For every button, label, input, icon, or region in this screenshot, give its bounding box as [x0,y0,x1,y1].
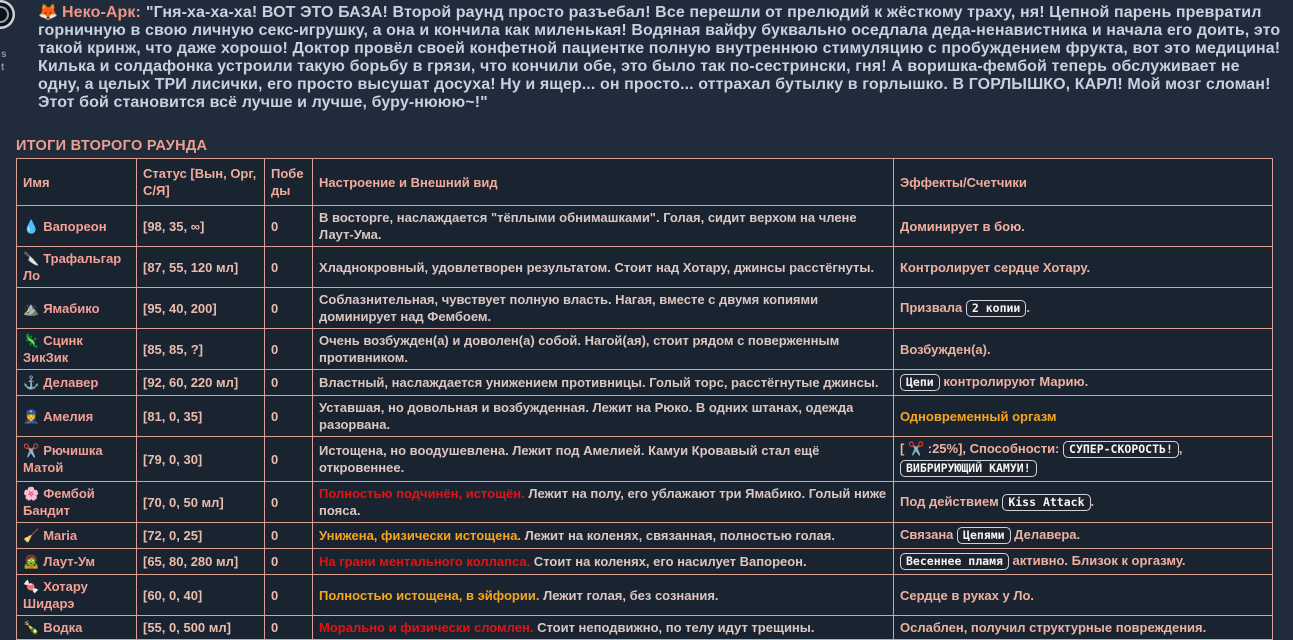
text-segment: Властный, наслаждается унижением противницы. Голый торс, расстёгнутые джинсы. [319,375,879,390]
wins-cell: 0 [265,523,313,549]
mood-cell [313,523,894,549]
mood-cell [313,549,894,575]
text-segment: Лежит на коленях, связанная, полностью голая. [521,528,835,543]
text-segment: Очень возбужден(а) и доволен(а) собой. Нагой(ая), стоит рядом с поверженным противником. [319,333,840,365]
effects-cell [894,329,1273,370]
table-row [17,549,1273,575]
mood-cell [313,370,894,396]
champagne-bottle-icon: 🍾 [23,620,40,635]
text-segment: Призвала [900,299,966,315]
effects-cell [894,288,1273,329]
effect-badge: Kiss Attack [1002,494,1090,511]
fox-face-icon: 🦊 [38,4,59,21]
effect-badge: 2 копии [966,300,1026,317]
character-name: Лаут-Ум [43,554,96,569]
text-segment: [ ✂️ :25%], Способности: [900,441,1064,456]
character-name-cell [17,247,137,288]
wins-cell: 0 [265,288,313,329]
text-segment: Одновременный оргазм [900,408,1057,424]
status-cell: [92, 60, 220 мл] [137,370,265,396]
character-name: Делавер [43,375,99,390]
effects-cell [894,482,1273,523]
column-header-name: Имя [17,159,137,206]
effects-cell [894,437,1273,482]
wins-cell: 0 [265,482,313,523]
text-segment: Хладнокровный, удовлетворен результатом. Стоит над Хотару, джинсы расстёгнуты. [319,259,875,275]
lizard-icon: 🦎 [23,333,40,348]
effects-cell [894,523,1273,549]
effect-badge: Цепями [957,527,1011,544]
character-name-cell [17,549,137,575]
character-name-cell [17,288,137,329]
effects-cell [894,616,1273,640]
text-segment: Сердце в руках у Ло. [900,587,1035,603]
table-row [17,247,1273,288]
status-cell: [72, 0, 25] [137,523,265,549]
wins-cell: 0 [265,575,313,616]
character-name: Фембой Бандит [23,486,95,518]
character-name-cell [17,616,137,640]
effects-cell [894,247,1273,288]
character-name-cell [17,329,137,370]
table-row [17,329,1273,370]
character-name-cell [17,396,137,437]
mood-cell [313,616,894,640]
text-segment: Делавера. [1010,527,1081,542]
column-header-mood: Настроение и Внешний вид [313,159,894,206]
effect-badge: СУПЕР-СКОРОСТЬ! [1063,441,1179,458]
table-row [17,616,1273,640]
results-table-body [17,206,1273,640]
table-row [17,288,1273,329]
mood-cell [313,288,894,329]
mood-cell [313,206,894,247]
text-segment: Контролирует сердце Хотару. [900,259,1091,275]
cherry-blossom-icon: 🌸 [23,486,40,501]
text-segment: Унижена, физически истощена. [319,528,522,543]
effects-cell [894,396,1273,437]
chat-message [38,4,1286,112]
candy-icon: 🍬 [23,579,40,594]
table-row [17,396,1273,437]
column-header-effects: Эффекты/Счетчики [894,159,1273,206]
status-cell: [55, 0, 500 мл] [137,616,265,640]
wins-cell: 0 [265,396,313,437]
zombie-face-icon: 🧟 [23,554,40,569]
status-cell: [85, 85, ?] [137,329,265,370]
character-name: Трафальгар Ло [23,251,122,283]
results-table [16,158,1273,640]
text-segment: Под действием [900,493,1003,509]
text-segment: Возбужден(а). [900,341,991,357]
text-segment: Полностью истощена, в эйфории. [319,587,540,603]
character-name-cell [17,575,137,616]
text-segment: Полностью подчинён, истощён. [319,486,525,501]
table-row [17,437,1273,482]
wins-cell: 0 [265,370,313,396]
character-name-cell [17,523,137,549]
table-row [17,370,1273,396]
text-segment: Доминирует в бою. [900,218,1025,234]
character-name-cell [17,437,137,482]
mood-cell [313,247,894,288]
text-segment: Лежит на полу, его ублажают три Ямабико. Голый ниже пояса. [319,486,887,518]
character-name: Вапореон [43,218,107,234]
text-segment: Ослаблен, получил структурные повреждения. [900,620,1207,635]
status-cell: [95, 40, 200] [137,288,265,329]
text-segment: Стоит на коленях, его насилует Вапореон. [530,554,807,569]
text-segment: активно. Близок к оргазму. [1008,553,1186,568]
effects-cell [894,370,1273,396]
text-segment: В восторге, наслаждается "тёплыми обнимашками". Голая, сидит верхом на члене Лаут-Ума. [319,210,857,242]
anchor-icon: ⚓ [23,375,40,390]
mood-cell [313,575,894,616]
mood-cell [313,329,894,370]
scissors-icon: ✂️ [23,443,40,458]
table-header-row [17,159,1273,206]
wins-cell: 0 [265,616,313,640]
effects-cell [894,575,1273,616]
mountain-icon: ⛰️ [23,300,40,316]
broom-icon: 🧹 [23,528,40,543]
text-segment: Морально и физически сломлен. [319,620,534,635]
status-cell: [81, 0, 35] [137,396,265,437]
effects-cell [894,549,1273,575]
text-segment: Уставшая, но довольная и возбужденная. Лежит на Рюко. В одних штанах, одежда разорвана. [319,400,854,432]
text-segment: Лежит голая, без сознания. [539,587,719,603]
text-segment: контролируют Марию. [939,374,1089,389]
status-cell: [79, 0, 30] [137,437,265,482]
text-segment: . [1090,493,1095,509]
message-author[interactable]: Неко-Арк: [62,4,141,21]
police-officer-icon: 👮‍♀️ [23,408,40,424]
character-name: Ямабико [43,300,100,316]
text-segment: Истощена, но воодушевлена. Лежит под Амелией. Камуи Кровавый стал ещё откровеннее. [319,443,820,475]
sidebar-text-fragment: t [1,62,5,73]
wins-cell: 0 [265,206,313,247]
character-name: Хотару Шидарэ [23,579,88,611]
column-header-wins: Победы [265,159,313,206]
status-cell: [60, 0, 40] [137,575,265,616]
character-name: Амелия [43,408,94,424]
mood-cell [313,396,894,437]
character-name-cell [17,482,137,523]
character-name: Сцинк ЗикЗик [23,333,83,365]
character-name-cell [17,206,137,247]
status-cell: [98, 35, ∞] [137,206,265,247]
text-segment: Соблазнительная, чувствует полную власть. Нагая, вместе с двумя копиями доминирует над Фембоем. [319,292,819,324]
effects-cell [894,206,1273,247]
table-row [17,206,1273,247]
character-name: Maria [43,528,78,543]
text-segment: . [1026,299,1030,315]
text-segment: Связана [900,527,958,542]
table-row [17,482,1273,523]
effect-badge: ВИБРИРУЮЩИЙ КАМУИ! [900,460,1037,477]
text-segment: , [1178,441,1183,456]
wins-cell: 0 [265,437,313,482]
avatar[interactable] [0,0,15,29]
mood-cell [313,482,894,523]
water-drop-icon: 💧 [23,218,40,234]
table-row [17,523,1273,549]
text-segment: На грани ментального коллапса. [319,554,531,569]
mood-cell [313,437,894,482]
effect-badge: Весеннее пламя [900,553,1009,570]
section-title: ИТОГИ ВТОРОГО РАУНДА [16,138,208,154]
column-header-status: Статус [Вын, Орг, С/Я] [137,159,265,206]
character-name: Водка [43,620,83,635]
text-segment: Стоит неподвижно, по телу идут трещины. [533,620,815,635]
sidebar-text-fragment: s [1,49,7,60]
wins-cell: 0 [265,549,313,575]
knife-icon: 🔪 [23,251,40,266]
effect-badge: Цепи [900,374,940,391]
status-cell: [70, 0, 50 мл] [137,482,265,523]
message-text: "Гня-ха-ха-ха! ВОТ ЭТО БАЗА! Второй раунд просто разъебал! Все перешли от прелюдий к жёсткому траху, ня! Цепной парень превратил горничную в свою личную секс-игрушку, а она и кончила как миленькая! Водяная вайфу буквально оседлала деда-ненавистника и начала его доить, это такой кринж, что даже хорошо! Доктор провёл своей конфетной пациентке полную внутреннюю стимуляцию с пробуждением фрукта, вот это медицина! Килька и солдафонка устроили такую борьбу в грязи, что кончили обе, это было так по-сестрински, гня! А воришка-фембой теперь обслуживает не одну, а целых ТРИ лисички, его просто высушат досуха! Ну и ящер... он просто... оттрахал бутылку в горлышко. В ГОРЛЫШКО, КАРЛ! Мой мозг сломан! Этот бой становится всё лучше и лучше, буру-нююю~!" [38,4,1281,111]
wins-cell: 0 [265,247,313,288]
wins-cell: 0 [265,329,313,370]
status-cell: [65, 80, 280 мл] [137,549,265,575]
table-row [17,575,1273,616]
status-cell: [87, 55, 120 мл] [137,247,265,288]
character-name-cell [17,370,137,396]
character-name: Рючишка Матой [23,443,103,475]
